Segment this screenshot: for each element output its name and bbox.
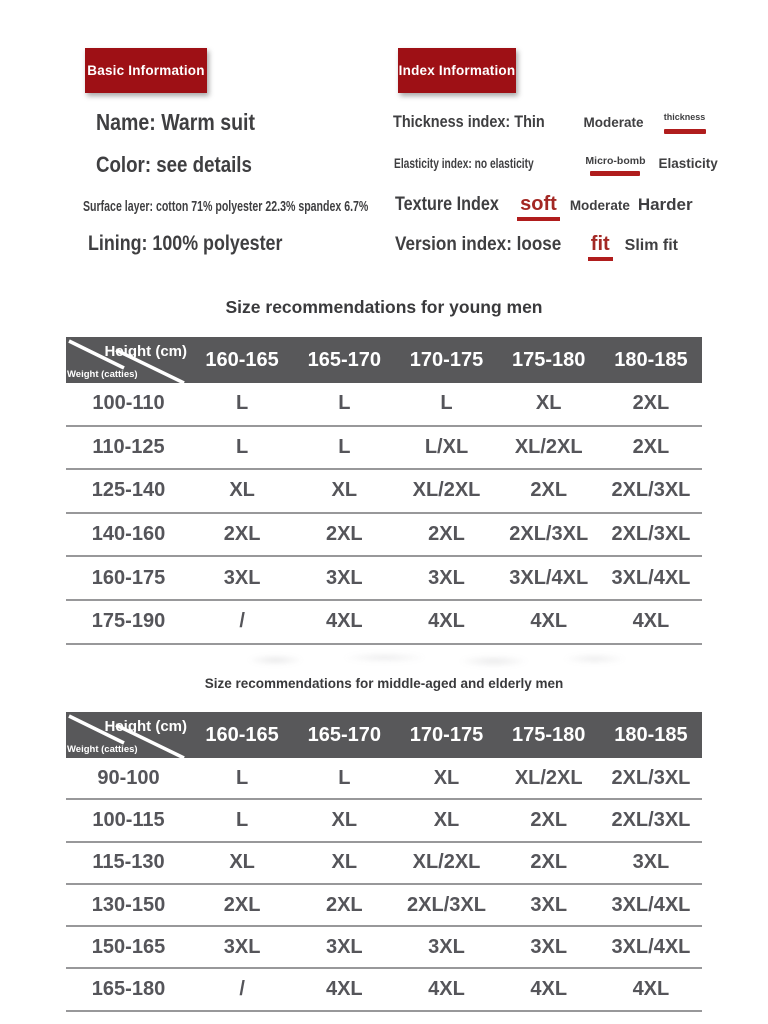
table-row (66, 470, 702, 514)
elderly-men-size-table (66, 712, 702, 1012)
size-cell: 2XL (325, 523, 363, 546)
texture-option-harder: Harder (637, 195, 693, 214)
size-cell: / (239, 978, 245, 1001)
size-cell: 3XL (325, 566, 363, 589)
size-cell: 2XL (632, 435, 670, 458)
size-cell: XL (331, 808, 358, 831)
size-cell: 4XL (325, 610, 363, 633)
size-cell: XL (433, 766, 460, 789)
row-weight-label: 160-175 (91, 566, 166, 589)
table-row (66, 557, 702, 601)
row-weight-label: 110-125 (92, 435, 165, 458)
size-cell: 4XL (632, 610, 670, 633)
table-row (66, 885, 702, 927)
column-header: 165-170 (307, 348, 381, 371)
size-cell: 2XL/3XL (611, 523, 691, 546)
column-header: 170-175 (409, 723, 484, 746)
size-cell: L/XL (424, 435, 469, 458)
size-cell: 3XL (530, 893, 568, 916)
column-header: 175-180 (512, 723, 586, 746)
size-cell: 4XL (530, 610, 568, 633)
index-information-badge-label: Index Information (398, 63, 516, 78)
size-cell: 2XL/3XL (407, 893, 486, 916)
size-cell: 2XL/3XL (611, 766, 691, 789)
table-row (66, 383, 702, 427)
texture-option-soft: soft (517, 193, 560, 221)
size-cell: 3XL/4XL (611, 935, 691, 958)
size-cell: / (239, 610, 245, 633)
product-color: Color: see details (96, 152, 252, 177)
thickness-highlight-bar (664, 129, 706, 134)
row-weight-label: 100-115 (92, 808, 165, 831)
texture-option-moderate: Moderate (569, 198, 630, 213)
column-header: 170-175 (409, 348, 484, 371)
young-men-table-title: Size recommendations for young men (225, 297, 543, 317)
thickness-index-label: Thickness index: Thin (393, 112, 545, 131)
elasticity-option-micro-bomb: Micro-bomb (585, 155, 645, 176)
size-cell: XL/2XL (514, 435, 583, 458)
size-cell: XL (229, 851, 255, 874)
column-header: 180-185 (614, 348, 688, 371)
size-cell: XL/2XL (514, 766, 583, 789)
size-cell: L (235, 392, 249, 415)
size-cell: XL/2XL (412, 851, 481, 874)
size-cell: XL (331, 479, 358, 502)
corner-height-label: Height (cm) (104, 718, 187, 735)
thickness-index-row (393, 112, 706, 141)
row-weight-label: 140-160 (91, 523, 166, 546)
table-row (66, 758, 702, 800)
elasticity-option-elasticity: Elasticity (658, 156, 718, 171)
size-cell: 2XL/3XL (509, 523, 589, 546)
table-corner-cell (66, 337, 191, 383)
product-lining: Lining: 100% polyester (88, 232, 283, 255)
size-cell: 2XL (223, 523, 261, 546)
row-weight-label: 125-140 (91, 479, 166, 502)
row-weight-label: 165-180 (91, 978, 166, 1001)
table-corner-cell (66, 712, 191, 758)
size-cell: 3XL (325, 935, 363, 958)
table-row (66, 601, 702, 645)
row-weight-label: 130-150 (91, 893, 166, 916)
size-cell: 3XL (223, 935, 261, 958)
corner-height-label: Height (cm) (104, 343, 187, 360)
thickness-option-moderate: Moderate (583, 115, 644, 130)
size-cell: 2XL/3XL (611, 479, 691, 502)
index-information-badge (398, 48, 516, 93)
column-header: 165-170 (307, 723, 381, 746)
size-cell: L (235, 435, 249, 458)
product-name: Name: Warm suit (96, 109, 255, 135)
size-cell: XL (331, 851, 358, 874)
size-cell: L (235, 766, 249, 789)
size-cell: 3XL (428, 935, 465, 958)
table-row (66, 969, 702, 1011)
table-row (66, 927, 702, 969)
size-cell: L (338, 766, 351, 789)
column-header: 175-180 (512, 348, 586, 371)
size-cell: L (440, 392, 453, 415)
size-cell: 4XL (530, 978, 568, 1001)
row-weight-label: 115-130 (92, 851, 165, 874)
table-row (66, 843, 702, 885)
product-surface-layer: Surface layer: cotton 71% polyester 22.3% spandex 6.7% (83, 199, 369, 215)
row-weight-label: 150-165 (91, 935, 166, 958)
size-cell: 4XL (632, 978, 670, 1001)
size-cell: 3XL/4XL (611, 893, 691, 916)
size-cell: 2XL/3XL (611, 808, 691, 831)
size-cell: 2XL (325, 893, 363, 916)
texture-index-row (395, 193, 693, 221)
column-header: 180-185 (614, 723, 688, 746)
size-cell: 3XL (530, 935, 568, 958)
elasticity-highlight-bar (590, 171, 640, 176)
size-cell: XL (535, 392, 562, 415)
size-cell: XL (229, 479, 255, 502)
size-cell: 2XL (530, 479, 568, 502)
watermark-smudge (225, 648, 645, 672)
corner-weight-label: Weight (catties) (67, 744, 138, 755)
young-men-size-table (66, 337, 702, 645)
size-cell: 2XL (632, 392, 670, 415)
table-body (66, 383, 702, 645)
size-cell: XL/2XL (412, 479, 481, 502)
size-cell: L (338, 435, 351, 458)
table-row (66, 427, 702, 471)
size-cell: 4XL (325, 978, 363, 1001)
size-cell: 2XL (223, 893, 261, 916)
version-index-row (395, 233, 678, 261)
version-option-fit: fit (588, 233, 613, 261)
version-option-slim-fit: Slim fit (624, 237, 679, 254)
row-weight-label: 100-110 (92, 392, 165, 415)
elasticity-index-row (394, 155, 718, 180)
size-cell: L (235, 808, 249, 831)
size-cell: 2XL (530, 808, 568, 831)
table-row (66, 800, 702, 842)
size-cell: 3XL/4XL (611, 566, 691, 589)
size-cell: 3XL (428, 566, 465, 589)
table-body (66, 758, 702, 1012)
size-cell: 2XL (530, 851, 568, 874)
column-header: 160-165 (205, 723, 279, 746)
row-weight-label: 90-100 (97, 766, 160, 789)
size-cell: 2XL (428, 523, 465, 546)
basic-information-badge-label: Basic Information (87, 63, 205, 78)
elderly-men-table-title: Size recommendations for middle-aged and elderly men (204, 676, 564, 691)
basic-information-badge (85, 48, 207, 93)
texture-index-label: Texture Index (395, 194, 499, 215)
size-cell: 4XL (428, 978, 465, 1001)
row-weight-label: 175-190 (91, 610, 166, 633)
size-cell: 3XL (223, 566, 261, 589)
size-cell: 3XL/4XL (509, 566, 589, 589)
version-index-label: Version index: loose (395, 234, 562, 255)
thickness-option-thickness: thickness (664, 112, 706, 134)
elasticity-index-label: Elasticity index: no elasticity (394, 155, 534, 171)
size-cell: 3XL (632, 851, 670, 874)
size-cell: 4XL (428, 610, 465, 633)
table-header-row (66, 712, 702, 758)
corner-weight-label: Weight (catties) (67, 369, 138, 380)
column-header: 160-165 (205, 348, 279, 371)
table-row (66, 514, 702, 558)
size-cell: L (338, 392, 351, 415)
table-header-row (66, 337, 702, 383)
size-cell: XL (433, 808, 460, 831)
